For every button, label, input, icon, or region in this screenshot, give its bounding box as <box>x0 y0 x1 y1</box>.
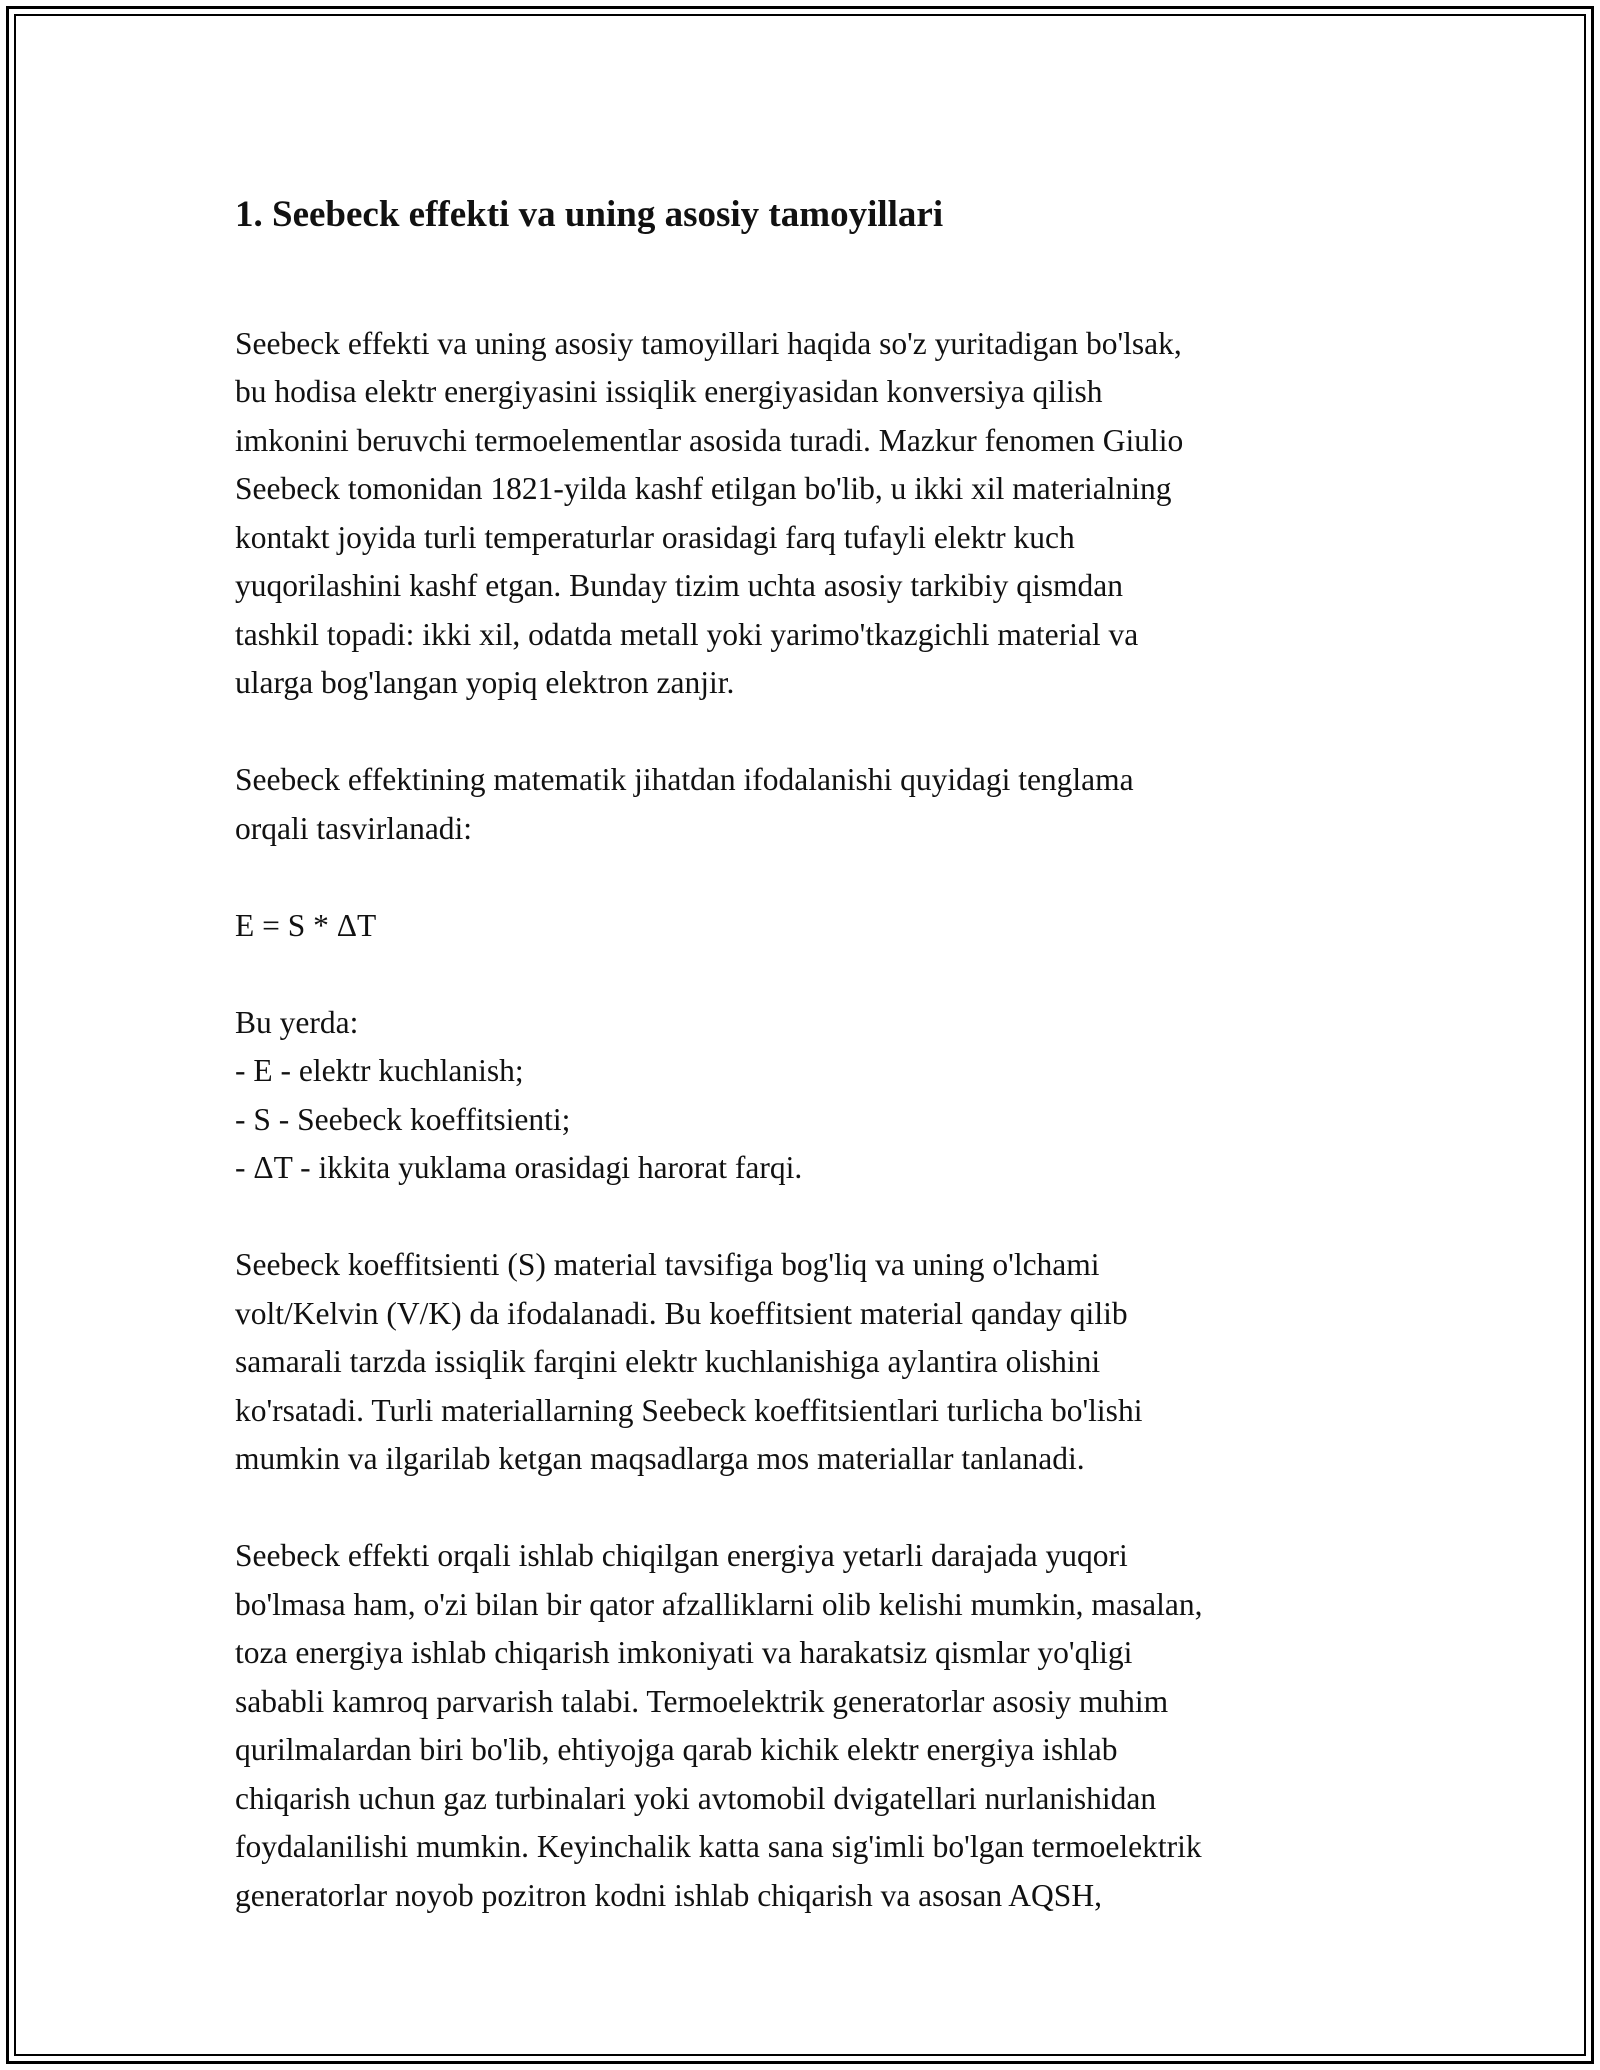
equation: E = S * ΔT <box>235 907 377 943</box>
paragraph-advantages: Seebeck effekti orqali ishlab chiqilgan energiya yetarli darajada yuqori bo'lmasa ham, o'zi bilan bir qator afzalliklarni olib kelishi mumkin, masalan, toza energiya ishlab chiqarish imkoniyati va harakatsiz qismlar yo'qligi sababli kamroq parvarish talabi. Termoelektrik generatorlar asosiy muhim qurilmalardan biri bo'lib, ehtiyojga qarab kichik elektr energiya ishlab chiqarish uchun gaz turbinalari yoki avtomobil dvigatellari nurlanishidan foydalanilishi mumkin. Keyinchalik katta sana sig'imli bo'lgan termoelektrik generatorlar noyob pozitron kodni ishlab chiqarish va asosan AQSH, <box>235 1538 1203 1913</box>
document-body <box>235 271 1395 1920</box>
paragraph-intro: Seebeck effekti va uning asosiy tamoyillari haqida so'z yuritadigan bo'lsak, bu hodisa elektr energiyasini issiqlik energiyasidan konversiya qilish imkonini beruvchi termoelementlar asosida turadi. Mazkur fenomen Giulio Seebeck tomonidan 1821-yilda kashf etilgan bo'lib, u ikki xil materialning kontakt joyida turli temperaturlar orasidagi farq tufayli elektr kuch yuqorilashini kashf etgan. Bunday tizim uchta asosiy tarkibiy qismdan tashkil topadi: ikki xil, odatda metall yoki yarimo'tkazgichli material va ularga bog'langan yopiq elektron zanjir. <box>235 325 1184 700</box>
paragraph-equation-intro: Seebeck effektining matematik jihatdan ifodalanishi quyidagi tenglama orqali tasvirlanadi: <box>235 762 1134 846</box>
document-page <box>235 185 1395 1920</box>
paragraph-definitions: Bu yerda: - E - elektr kuchlanish; - S - Seebeck koeffitsienti; - ΔT - ikkita yuklama orasidagi harorat farqi. <box>235 1004 803 1185</box>
paragraph-coefficient: Seebeck koeffitsienti (S) material tavsifiga bog'liq va uning o'lchami volt/Kelvin (V/K) da ifodalanadi. Bu koeffitsient material qanday qilib samarali tarzda issiqlik farqini elektr kuchlanishiga aylantira olishini ko'rsatadi. Turli materiallarning Seebeck koeffitsientlari turlicha bo'lishi mumkin va ilgarilab ketgan maqsadlarga mos materiallar tanlanadi. <box>235 1247 1143 1476</box>
section-heading: 1. Seebeck effekti va uning asosiy tamoyillari <box>235 194 944 235</box>
